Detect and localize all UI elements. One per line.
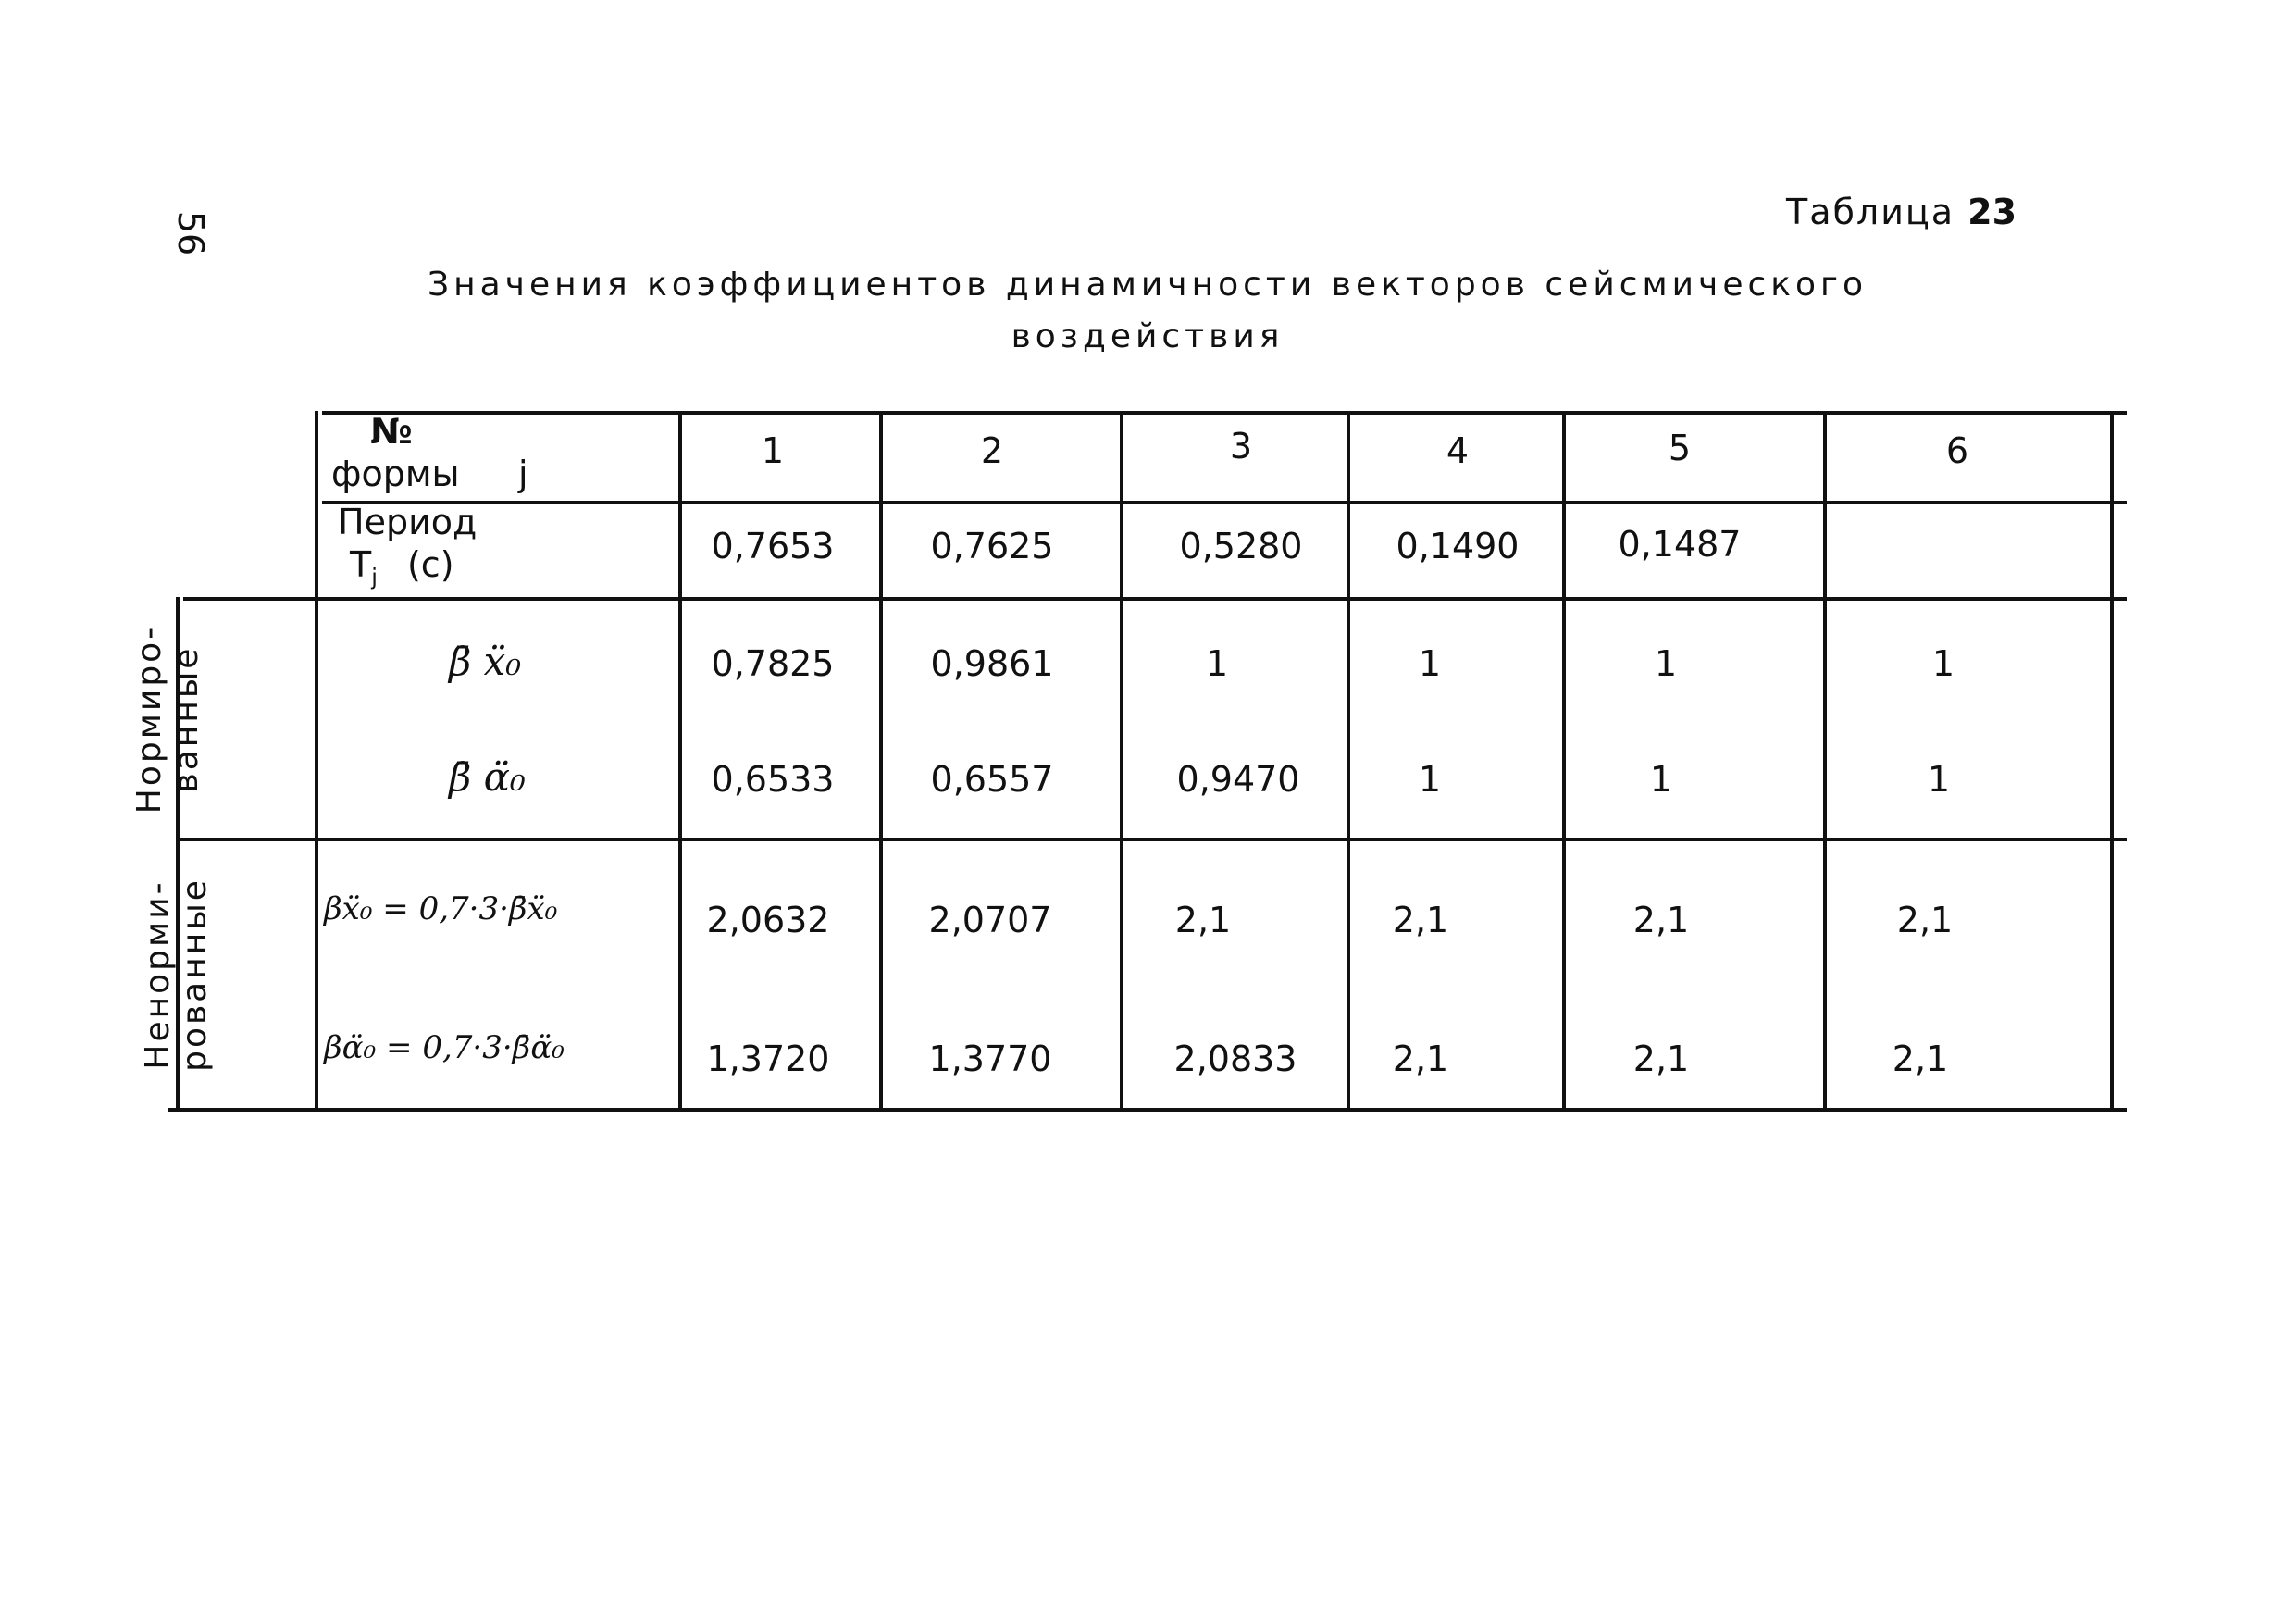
norm-x-value-3: 1 <box>1205 643 1229 684</box>
title-line-1: Значения коэффициентов динамичности векторов сейсмического <box>428 266 1868 304</box>
table-label-prefix: Таблица <box>1786 192 1955 232</box>
vline-col2 <box>879 411 883 1112</box>
nonnorm-alpha-value-4: 2,1 <box>1392 1039 1449 1079</box>
nonnorm-x-value-2: 2,0707 <box>928 900 1052 940</box>
nonnorm-x-value-5: 2,1 <box>1632 900 1690 940</box>
vline-label-left <box>315 411 318 1112</box>
hline-header-bottom <box>322 501 2127 504</box>
nonnorm-alpha-value-1: 1,3720 <box>706 1039 830 1079</box>
header-col-3: 3 <box>1229 426 1253 466</box>
nonnorm-alpha-value-5: 2,1 <box>1632 1039 1690 1079</box>
nonnorm-x-value-1: 2,0632 <box>706 900 830 940</box>
period-label: Период <box>338 502 478 542</box>
nonnorm-x-value-4: 2,1 <box>1392 900 1449 940</box>
period-unit-rest: (с) <box>406 544 454 585</box>
table-title <box>370 259 1925 363</box>
group-normalized-line-1: Нормиро- <box>130 624 168 815</box>
header-col-6: 6 <box>1945 430 1969 471</box>
norm-alpha-value-6: 1 <box>1927 759 1951 800</box>
vline-col3 <box>1120 411 1123 1112</box>
norm-alpha-value-4: 1 <box>1418 759 1442 800</box>
vline-col6 <box>1823 411 1827 1112</box>
header-label-no: № <box>370 411 413 452</box>
hline-group-divider <box>176 838 2127 841</box>
vline-col1 <box>678 411 682 1112</box>
group-normalized-line-2: ванные <box>168 645 205 793</box>
header-col-2: 2 <box>980 430 1004 471</box>
hline-bottom <box>168 1108 2127 1112</box>
formula-normalized-x: β̄ ẍ₀ <box>449 639 522 684</box>
nonnorm-alpha-value-2: 1,3770 <box>928 1039 1052 1079</box>
norm-alpha-value-5: 1 <box>1649 759 1673 800</box>
group-non-normalized-line-2: рованные <box>176 877 214 1072</box>
period-unit-sub: j <box>371 564 378 591</box>
nonnorm-alpha-value-6: 2,1 <box>1892 1039 1949 1079</box>
vline-col5 <box>1562 411 1566 1112</box>
group-label-non-normalized <box>140 840 214 1109</box>
norm-x-value-6: 1 <box>1931 643 1955 684</box>
formula-non-normalized-x: βẍ₀ = 0,7·3·β̄ẍ₀ <box>324 890 558 927</box>
hline-top <box>322 411 2127 415</box>
norm-x-value-5: 1 <box>1654 643 1678 684</box>
period-unit-label <box>350 544 454 591</box>
hline-period-bottom <box>183 597 2127 601</box>
period-unit-t: T <box>350 544 372 585</box>
table-label <box>1786 192 2017 232</box>
group-label-normalized <box>131 599 205 840</box>
title-line-2: воздействия <box>1011 317 1285 355</box>
vline-right <box>2110 411 2114 1112</box>
norm-alpha-value-3: 0,9470 <box>1176 759 1300 800</box>
period-value-1: 0,7653 <box>711 526 835 566</box>
header-col-5: 5 <box>1668 428 1692 468</box>
nonnorm-x-value-3: 2,1 <box>1174 900 1232 940</box>
period-value-2: 0,7625 <box>930 526 1054 566</box>
nonnorm-x-value-6: 2,1 <box>1896 900 1954 940</box>
header-label-j: j <box>518 454 528 494</box>
page-number: 56 <box>170 210 211 256</box>
formula-non-normalized-alpha: βα̈₀ = 0,7·3·β̄α̈₀ <box>324 1029 565 1066</box>
norm-alpha-value-2: 0,6557 <box>930 759 1054 800</box>
header-col-4: 4 <box>1446 430 1470 471</box>
header-col-1: 1 <box>761 430 785 471</box>
group-non-normalized-line-1: Ненорми- <box>139 879 177 1070</box>
formula-normalized-alpha: β̄ α̈₀ <box>449 754 526 800</box>
table-label-number: 23 <box>1967 192 2017 232</box>
norm-alpha-value-1: 0,6533 <box>711 759 835 800</box>
period-value-5: 0,1487 <box>1618 524 1742 565</box>
norm-x-value-4: 1 <box>1418 643 1442 684</box>
period-value-3: 0,5280 <box>1179 526 1303 566</box>
nonnorm-alpha-value-3: 2,0833 <box>1173 1039 1297 1079</box>
norm-x-value-1: 0,7825 <box>711 643 835 684</box>
period-value-4: 0,1490 <box>1396 526 1520 566</box>
header-label-form: формы <box>331 454 460 494</box>
norm-x-value-2: 0,9861 <box>930 643 1054 684</box>
